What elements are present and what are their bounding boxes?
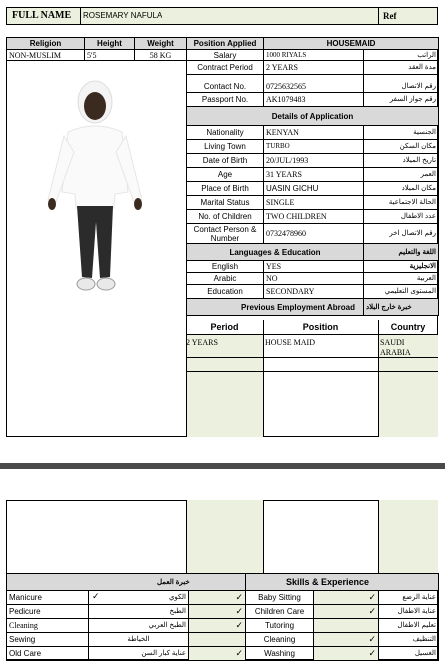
page-separator bbox=[0, 463, 445, 469]
religion-value: NON-MUSLIM bbox=[7, 50, 85, 61]
page2-country-col bbox=[378, 500, 438, 573]
page2-period-col bbox=[186, 500, 263, 573]
skill-manicure-ar-text: الكوي bbox=[168, 594, 186, 601]
age-value: 31 YEARS bbox=[264, 168, 364, 182]
page2-vline-2 bbox=[378, 500, 379, 573]
employment-country-value: SAUDI ARABIA bbox=[380, 338, 411, 357]
languages-title: Languages & Education bbox=[187, 244, 364, 261]
skill-cleaning-left-check-cell bbox=[189, 619, 246, 633]
skill-cleaning-left-label: Cleaning bbox=[7, 619, 89, 633]
skill-manicure-check: ✓ bbox=[92, 591, 100, 601]
contact-person-ar: رقم الاتصال اخر bbox=[364, 224, 439, 244]
age-label: Age bbox=[187, 168, 264, 182]
contact-person-label: Contact Person & Number bbox=[187, 224, 264, 244]
employment-rule-2 bbox=[186, 371, 438, 372]
living-town-label: Living Town bbox=[187, 140, 264, 154]
skill-pedicure-check-cell bbox=[189, 605, 246, 619]
employment-title-ar: خبرة خارج البلاد bbox=[364, 299, 439, 316]
candidate-photo bbox=[30, 72, 160, 302]
left-panel-divider bbox=[186, 37, 187, 437]
employment-headers bbox=[186, 320, 438, 334]
skill-baby-sitting-check-cell bbox=[314, 591, 379, 605]
contact-no-value: 0725632565 bbox=[264, 75, 364, 93]
skill-pedicure-label: Pedicure bbox=[7, 605, 89, 619]
height-header: Height bbox=[85, 38, 135, 50]
contact-no-label: Contact No. bbox=[187, 75, 264, 93]
nationality-label: Nationality bbox=[187, 126, 264, 140]
skill-baby-sitting-check: ✓ bbox=[368, 592, 376, 602]
employment-title: Previous Employment Abroad bbox=[187, 299, 364, 316]
period-header: Period bbox=[210, 322, 239, 332]
skill-sewing-check-cell bbox=[189, 633, 246, 647]
skill-manicure-check-cell bbox=[189, 591, 246, 605]
position-table bbox=[186, 37, 439, 316]
education-ar: المستوى التعليمي bbox=[364, 285, 439, 299]
passport-no-value: AK1079483 bbox=[264, 93, 364, 107]
nationality-ar: الجنسية bbox=[364, 126, 439, 140]
skills-table bbox=[6, 573, 439, 661]
contract-period-ar: مدة العقد bbox=[364, 61, 439, 75]
contract-period-value: 2 YEARS bbox=[264, 61, 364, 75]
height-value: 5'5 bbox=[85, 50, 135, 61]
languages-title-ar: اللغة والتعليم bbox=[364, 244, 439, 261]
details-title: Details of Application bbox=[187, 107, 439, 126]
position-header: Position bbox=[302, 322, 339, 332]
salary-ar: الراتب bbox=[364, 50, 439, 61]
dob-ar: تاريخ الميلاد bbox=[364, 154, 439, 168]
skill-manicure-check-2: ✓ bbox=[235, 592, 243, 602]
education-value: SECONDARY bbox=[264, 285, 364, 299]
header-divider-ref bbox=[378, 7, 379, 25]
children-ar: عدد الاطفال bbox=[364, 210, 439, 224]
skill-cleaning-right-ar: التنظيف bbox=[379, 633, 439, 647]
skill-cleaning-left-check: ✓ bbox=[235, 620, 243, 630]
arabic-value: NO bbox=[264, 273, 364, 285]
marital-status-ar: الحالة الاجتماعية bbox=[364, 196, 439, 210]
skill-old-care-check: ✓ bbox=[235, 648, 243, 658]
arabic-label: Arabic bbox=[187, 273, 264, 285]
salary-label: Salary bbox=[187, 50, 264, 61]
full-name-value: ROSEMARY NAFULA bbox=[83, 11, 163, 20]
living-town-value: TURBO bbox=[264, 140, 364, 154]
full-name-label: FULL NAME bbox=[12, 11, 72, 21]
skill-tutoring-ar: تعليم الاطفال bbox=[379, 619, 439, 633]
skill-washing-label: Washing bbox=[246, 647, 314, 661]
weight-header: Weight bbox=[135, 38, 187, 50]
english-label: English bbox=[187, 261, 264, 273]
position-applied-value: HOUSEMAID bbox=[264, 38, 439, 50]
skill-cleaning-right-check: ✓ bbox=[368, 634, 376, 644]
skill-washing-ar: الغسيل bbox=[379, 647, 439, 661]
employment-vline-2 bbox=[378, 320, 379, 437]
nationality-value: KENYAN bbox=[264, 126, 364, 140]
skill-children-care-label: Children Care bbox=[246, 605, 314, 619]
page2-vline-1 bbox=[263, 500, 264, 573]
skill-tutoring-check-cell bbox=[314, 619, 379, 633]
place-of-birth-ar: مكان الميلاد bbox=[364, 182, 439, 196]
age-ar: العمر bbox=[364, 168, 439, 182]
skill-tutoring-label: Tutoring bbox=[246, 619, 314, 633]
dob-value: 20/JUL/1993 bbox=[264, 154, 364, 168]
ref-label: Ref bbox=[383, 11, 397, 21]
employment-period-value: 2 YEARS bbox=[186, 338, 218, 347]
skill-pedicure-ar: الطبخ bbox=[89, 605, 189, 619]
weight-value: 58 KG bbox=[135, 50, 187, 61]
skill-cleaning-right-check-cell bbox=[314, 633, 379, 647]
skill-children-care-check-cell bbox=[314, 605, 379, 619]
skill-old-care-ar: عناية كبار السن bbox=[89, 647, 189, 661]
skill-old-care-check-cell bbox=[189, 647, 246, 661]
skill-cleaning-right-label: Cleaning bbox=[246, 633, 314, 647]
skill-washing-check: ✓ bbox=[368, 648, 376, 658]
page2-vline-left bbox=[186, 500, 187, 573]
skill-pedicure-check: ✓ bbox=[235, 606, 243, 616]
place-of-birth-value: UASIN GICHU bbox=[264, 182, 364, 196]
dob-label: Date of Birth bbox=[187, 154, 264, 168]
skill-manicure-ar bbox=[89, 591, 189, 605]
country-header: Country bbox=[390, 322, 426, 332]
skills-title-ar: خبرة العمل bbox=[7, 574, 246, 591]
education-label: Education bbox=[187, 285, 264, 299]
skill-sewing-label: Sewing bbox=[7, 633, 89, 647]
employment-period-col bbox=[186, 335, 263, 437]
skill-baby-sitting-label: Baby Sitting bbox=[246, 591, 314, 605]
passport-no-ar: رقم جواز السفر bbox=[364, 93, 439, 107]
skill-washing-check-cell bbox=[314, 647, 379, 661]
passport-no-label: Passport No. bbox=[187, 93, 264, 107]
skill-baby-sitting-ar: عناية الرضع bbox=[379, 591, 439, 605]
employment-position-value: HOUSE MAID bbox=[265, 338, 315, 347]
contact-no-ar: رقم الاتصال bbox=[364, 75, 439, 93]
salary-value: 1000 RIYALS bbox=[264, 50, 364, 61]
children-value: TWO CHILDREN bbox=[264, 210, 364, 224]
arabic-ar: العربية bbox=[364, 273, 439, 285]
children-label: No. of Children bbox=[187, 210, 264, 224]
skill-children-care-ar: عناية الاطفال bbox=[379, 605, 439, 619]
skill-cleaning-left-ar: الطبخ العربي bbox=[89, 619, 189, 633]
marital-status-label: Marital Status bbox=[187, 196, 264, 210]
skill-manicure-label: Manicure bbox=[7, 591, 89, 605]
skill-children-care-check: ✓ bbox=[368, 606, 376, 616]
employment-vline-1 bbox=[263, 320, 264, 437]
basic-info-table bbox=[6, 37, 187, 61]
skill-sewing-ar: الخياطة bbox=[89, 633, 189, 647]
position-applied-label: Position Applied bbox=[187, 38, 264, 50]
employment-position-col bbox=[263, 335, 378, 437]
english-value: YES bbox=[264, 261, 364, 273]
header-divider bbox=[80, 7, 81, 25]
skills-title: Skills & Experience bbox=[246, 574, 439, 591]
contract-period-label: Contract Period bbox=[187, 61, 264, 75]
english-ar: الانجليزية bbox=[364, 261, 439, 273]
contact-person-value: 0732478960 bbox=[264, 224, 364, 244]
marital-status-value: SINGLE bbox=[264, 196, 364, 210]
living-town-ar: مكان السكن bbox=[364, 140, 439, 154]
skill-old-care-label: Old Care bbox=[7, 647, 89, 661]
religion-header: Religion bbox=[7, 38, 85, 50]
place-of-birth-label: Place of Birth bbox=[187, 182, 264, 196]
